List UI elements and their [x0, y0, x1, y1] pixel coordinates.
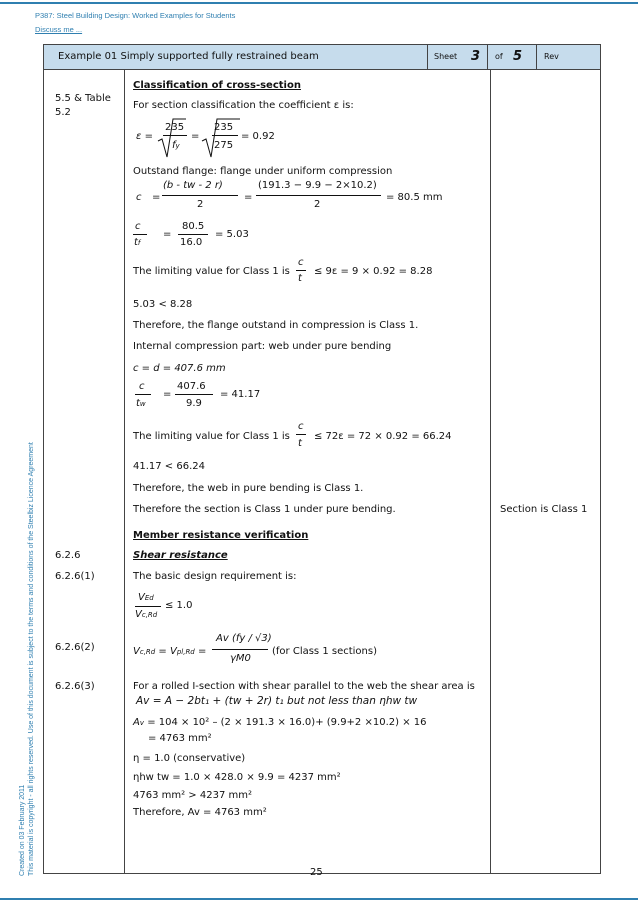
body-text: 5.03 < 8.28	[133, 299, 193, 310]
fraction-bar	[296, 434, 306, 435]
fraction-bar	[162, 195, 238, 196]
formula-note: (for Class 1 sections)	[272, 646, 377, 657]
formula-denominator: tf	[134, 237, 141, 248]
section-heading: Member resistance verification	[133, 530, 309, 541]
formula-denominator: t	[298, 438, 302, 449]
formula-numerator: 235	[214, 122, 234, 133]
side-note-date: Created on 03 February 2011	[19, 784, 26, 876]
formula-lhs: Vc,Rd = Vpl,Rd =	[133, 646, 207, 657]
formula-line: 4763 mm² > 4237 mm²	[133, 790, 252, 801]
formula-line: ηhw tw = 1.0 × 428.0 × 9.9 = 4237 mm²	[133, 772, 341, 783]
margin-note: Section is Class 1	[500, 504, 588, 515]
equals-sign: =	[163, 389, 172, 400]
variable-c: c	[136, 192, 142, 203]
formula-numerator: 407.6	[177, 381, 206, 392]
epsilon-symbol: ε =	[136, 131, 153, 142]
formula-line: η = 1.0 (conservative)	[133, 753, 246, 764]
fraction-bar	[212, 649, 268, 650]
document-title: P387: Steel Building Design: Worked Examples for Students	[35, 11, 236, 20]
body-text: Therefore, the flange outstand in compression is Class 1.	[133, 320, 419, 331]
ref-clause: 5.5 & Table	[55, 93, 111, 104]
formula-numerator: c	[135, 221, 141, 232]
formula-denominator: tw	[136, 398, 146, 409]
formula-result: = 0.92	[241, 131, 275, 142]
formula-result: = 41.17	[220, 389, 261, 400]
formula-line: Therefore, Av = 4763 mm²	[133, 807, 267, 818]
fraction-bar	[133, 234, 147, 235]
equals-sign: =	[152, 192, 161, 203]
sheet-header	[43, 44, 601, 70]
body-text: Therefore, the web in pure bending is Class 1.	[133, 483, 364, 494]
formula-denominator: 2	[197, 199, 204, 210]
formula-line: Av = A − 2bt₁ + (tw + 2r) t₁ but not less than ηhw tw	[136, 695, 418, 707]
example-title: Example 01 Simply supported fully restrained beam	[58, 51, 319, 62]
formula-numerator: c	[139, 381, 145, 392]
ref-clause: 6.2.6(3)	[55, 681, 95, 692]
header-divider	[536, 45, 537, 69]
formula-denominator: 9.9	[186, 398, 202, 409]
formula-numerator: VEd	[138, 592, 154, 603]
formula-numerator: (191.3 − 9.9 − 2×10.2)	[258, 180, 377, 191]
formula-result: = 80.5 mm	[386, 192, 443, 203]
of-label: of	[495, 52, 503, 61]
side-copyright-note	[19, 442, 36, 876]
section-heading: Classification of cross-section	[133, 80, 301, 91]
body-text: For section classification the coefficient ε is:	[133, 100, 354, 111]
sheet-label: Sheet	[434, 52, 458, 61]
fraction-bar	[296, 270, 306, 271]
page-number: 25	[310, 867, 323, 878]
ref-clause: 6.2.6	[55, 550, 81, 561]
header-divider	[427, 45, 428, 69]
formula-numerator: 235	[165, 122, 185, 133]
body-text: Therefore the section is Class 1 under pure bending.	[133, 504, 396, 515]
header-divider	[487, 45, 488, 69]
fraction-bar	[135, 606, 161, 607]
ref-column-divider	[124, 70, 125, 874]
equals-sign: =	[163, 229, 172, 240]
rev-label: Rev	[544, 52, 559, 61]
formula-denominator: t	[298, 273, 302, 284]
formula-line: Av = 104 × 10² – (2 × 191.3 × 16.0)+ (9.9+2 ×10.2) × 16	[133, 717, 427, 728]
formula-denominator: 2	[314, 199, 321, 210]
body-text: The limiting value for Class 1 is	[133, 431, 290, 442]
body-text: The basic design requirement is:	[133, 571, 297, 582]
formula-result: = 5.03	[215, 229, 249, 240]
fraction-bar	[178, 234, 208, 235]
formula-line: = 4763 mm²	[148, 733, 212, 744]
body-text: For a rolled I-section with shear parallel to the web the shear area is	[133, 681, 475, 692]
bottom-rule	[0, 898, 638, 900]
formula-numerator: 80.5	[182, 221, 205, 232]
ref-clause: 6.2.6(2)	[55, 642, 95, 653]
formula-line: c = d = 407.6 mm	[133, 363, 226, 374]
side-note-copyright: This material is copyright - all rights reserved. Use of this document is subject to the terms and conditions of the Steelbiz Licence Agreement	[27, 442, 35, 876]
equals-sign: =	[191, 131, 200, 142]
top-rule	[0, 2, 638, 4]
equals-sign: =	[244, 192, 253, 203]
formula-result: ≤ 72ε = 72 × 0.92 = 66.24	[314, 431, 452, 442]
formula-numerator: c	[298, 421, 304, 432]
body-text: Internal compression part: web under pure bending	[133, 341, 392, 352]
body-text: Outstand flange: flange under uniform compression	[133, 166, 393, 177]
ref-clause: 6.2.6(1)	[55, 571, 95, 582]
formula-denominator: Vc,Rd	[135, 609, 158, 620]
fraction-bar	[135, 394, 151, 395]
fraction-bar	[256, 195, 381, 196]
body-text: 41.17 < 66.24	[133, 461, 205, 472]
sheet-number: 3	[471, 49, 481, 64]
formula-result: ≤ 1.0	[165, 600, 193, 611]
formula-denominator: 16.0	[180, 237, 203, 248]
subsection-heading: Shear resistance	[133, 550, 228, 561]
formula-result: ≤ 9ε = 9 × 0.92 = 8.28	[314, 266, 433, 277]
fraction-bar	[212, 135, 238, 136]
fraction-bar	[163, 135, 187, 136]
formula-denominator: fy	[172, 140, 180, 151]
discuss-link[interactable]: Discuss me ...	[35, 25, 83, 34]
formula-denominator: 275	[214, 140, 234, 151]
formula-denominator: γM0	[230, 653, 251, 664]
fraction-bar	[175, 394, 213, 395]
formula-numerator: (b - tw - 2 r)	[163, 180, 223, 191]
total-sheets: 5	[513, 49, 523, 64]
formula-numerator: Av (fy / √3)	[216, 633, 272, 644]
margin-column-divider	[490, 70, 491, 874]
formula-numerator: c	[298, 257, 304, 268]
ref-clause: 5.2	[55, 107, 71, 118]
body-text: The limiting value for Class 1 is	[133, 266, 290, 277]
